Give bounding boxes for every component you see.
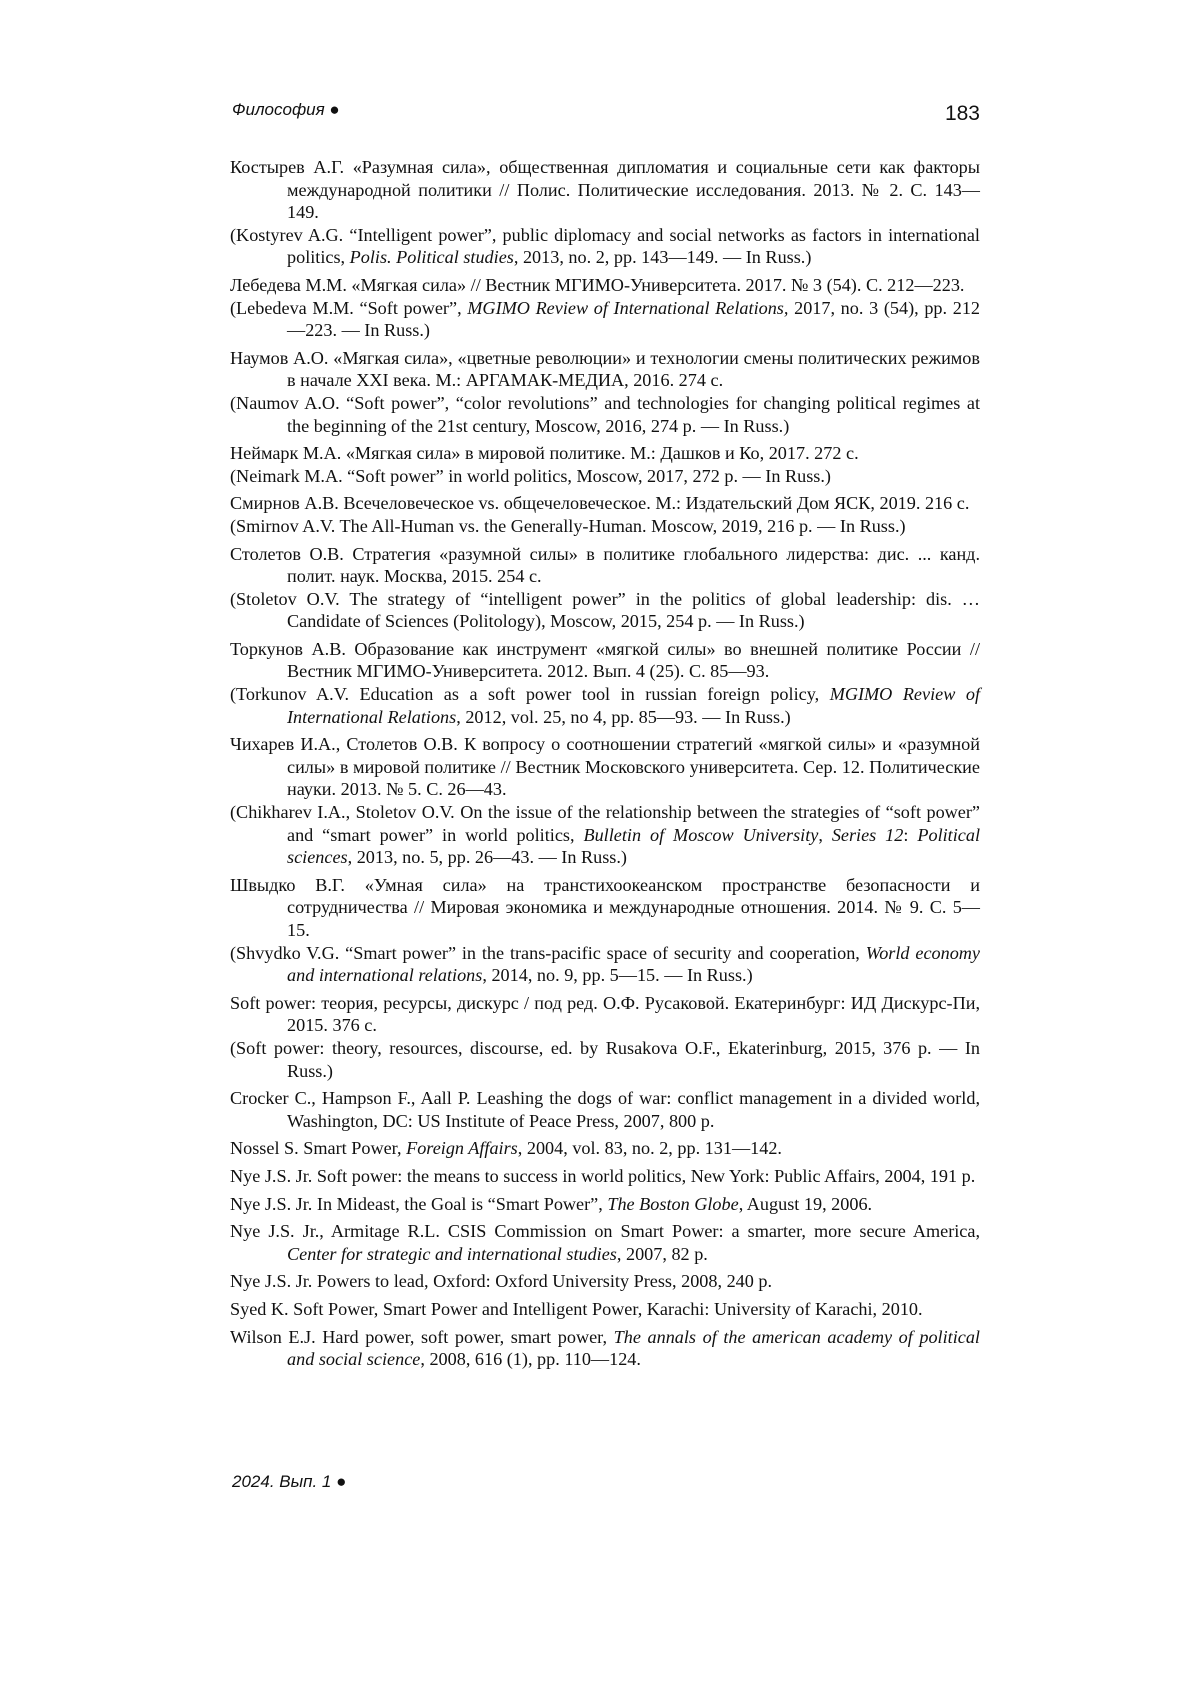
reference-transliteration: (Lebedeva M.M. “Soft power”, MGIMO Review of International Relations, 2017, no. 3 (54), pp. 212—223. — In Russ.) (230, 297, 981, 341)
reference-group (230, 1220, 980, 1265)
reference-transliteration: (Smirnov A.V. The All-Human vs. the Generally-Human. Moscow, 2019, 216 p. — In Russ.) (230, 515, 906, 536)
reference-entry: Столетов О.В. Стратегия «разумной силы» в политике глобального лидерства: дис. ... канд. полит. наук. Москва, 2015. 254 с. (230, 543, 980, 587)
reference-transliteration: (Soft power: theory, resources, discourse, ed. by Rusakova O.F., Ekaterinburg, 2015, 376 p. — In Russ.) (230, 1037, 980, 1081)
reference-entry: Лебедева М.М. «Мягкая сила» // Вестник МГИМО-Университета. 2017. № 3 (54). С. 212—223. (230, 274, 965, 295)
reference-transliteration: (Kostyrev A.G. “Intelligent power”, public diplomacy and social networks as factors in international politics, Polis. Political studies, 2013, no. 2, pp. 143—149. — In Russ.) (230, 224, 980, 268)
page-number: 183 (944, 102, 980, 125)
reference-entry: Nye J.S. Jr., Armitage R.L. CSIS Commission on Smart Power: a smarter, more secure America, Center for strategic and international studies, 2007, 82 p. (230, 1221, 980, 1264)
reference-entry: Торкунов А.В. Образование как инструмент «мягкой силы» во внешней политике России // Вестник МГИМО-Университета. 2012. Вып. 4 (25). С. 85—93. (230, 638, 980, 682)
footer-issue: 2024. Вып. 1 ● (232, 1472, 347, 1491)
reference-entry: Crocker C., Hampson F., Aall P. Leashing the dogs of war: conflict management in a divided world, Washington, DC: US Institute of Peace Press, 2007, 800 p. (230, 1088, 980, 1131)
reference-group (230, 1165, 980, 1188)
reference-group (230, 992, 980, 1082)
reference-group (230, 1270, 980, 1293)
reference-entry: Nye J.S. Jr. In Mideast, the Goal is “Smart Power”, The Boston Globe, August 19, 2006. (230, 1193, 873, 1214)
reference-group (230, 638, 980, 728)
reference-entry: Чихарев И.А., Столетов О.В. К вопросу о соотношении стратегий «мягкой силы» и «разумной силы» в мировой политике // Вестник Московского университета. Сер. 12. Политические науки. 2013. № 5. С. 26—43. (230, 734, 980, 800)
reference-entry: Неймарк М.А. «Мягкая сила» в мировой политике. М.: Дашков и Ко, 2017. 272 с. (230, 443, 859, 464)
reference-group (230, 1298, 980, 1321)
reference-entry: Nossel S. Smart Power, Foreign Affairs, 2004, vol. 83, no. 2, pp. 131—142. (230, 1138, 782, 1159)
reference-transliteration: (Shvydko V.G. “Smart power” in the trans-pacific space of security and cooperation, World economy and international relations, 2014, no. 9, pp. 5—15. — In Russ.) (230, 942, 981, 986)
reference-group (230, 1193, 980, 1216)
reference-transliteration: (Stoletov O.V. The strategy of “intelligent power” in the politics of global leadership: dis. … Candidate of Sciences (Politology), Moscow, 2015, 254 p. — In Russ.) (230, 588, 980, 632)
reference-group (230, 1087, 980, 1132)
reference-group (230, 442, 980, 487)
reference-list (230, 156, 980, 1376)
reference-group (230, 543, 980, 633)
reference-group (230, 347, 980, 437)
reference-transliteration: (Neimark M.A. “Soft power” in world politics, Moscow, 2017, 272 p. — In Russ.) (230, 465, 831, 486)
running-head: Философия ● (232, 100, 340, 119)
reference-group (230, 1326, 980, 1371)
reference-group (230, 874, 980, 987)
reference-group (230, 733, 980, 869)
reference-group (230, 492, 980, 537)
reference-group (230, 1137, 980, 1160)
reference-entry: Nye J.S. Jr. Soft power: the means to success in world politics, New York: Public Affairs, 2004, 191 p. (230, 1165, 976, 1186)
reference-entry: Nye J.S. Jr. Powers to lead, Oxford: Oxford University Press, 2008, 240 p. (230, 1271, 773, 1292)
reference-entry: Костырев А.Г. «Разумная сила», общественная дипломатия и социальные сети как факторы международной политики // Полис. Политические исследования. 2013. № 2. С. 143—149. (230, 157, 980, 223)
reference-entry: Wilson E.J. Hard power, soft power, smart power, The annals of the american academy of political and social science, 2008, 616 (1), pp. 110—124. (230, 1326, 980, 1370)
reference-transliteration: (Naumov A.O. “Soft power”, “color revolutions” and technologies for changing political regimes at the beginning of the 21st century, Moscow, 2016, 274 p. — In Russ.) (230, 392, 980, 436)
reference-transliteration: (Chikharev I.A., Stoletov O.V. On the issue of the relationship between the strategies of “soft power” and “smart power” in world politics, Bulletin of Moscow University, Series 12: Political sciences, 2013, no. 5, pp. 26—43. — In Russ.) (230, 802, 980, 868)
reference-group (230, 274, 980, 342)
reference-entry: Soft power: теория, ресурсы, дискурс / под ред. О.Ф. Русаковой. Екатеринбург: ИД Дискурс-Пи, 2015. 376 с. (230, 992, 980, 1036)
reference-entry: Наумов А.О. «Мягкая сила», «цветные революции» и технологии смены политических режимов в начале XXI века. М.: АРГАМАК-МЕДИА, 2016. 274 с. (230, 347, 980, 391)
reference-transliteration: (Torkunov A.V. Education as a soft power tool in russian foreign policy, MGIMO Review of International Relations, 2012, vol. 25, no 4, pp. 85—93. — In Russ.) (230, 684, 980, 727)
reference-group (230, 156, 980, 269)
reference-entry: Syed K. Soft Power, Smart Power and Intelligent Power, Karachi: University of Karachi, 2010. (230, 1298, 923, 1319)
reference-entry: Швыдко В.Г. «Умная сила» на транстихоокеанском пространстве безопасности и сотрудничества // Мировая экономика и международные отношения. 2014. № 9. С. 5—15. (230, 874, 980, 940)
reference-entry: Смирнов А.В. Всечеловеческое vs. общечеловеческое. М.: Издательский Дом ЯСК, 2019. 216 с. (230, 493, 970, 514)
